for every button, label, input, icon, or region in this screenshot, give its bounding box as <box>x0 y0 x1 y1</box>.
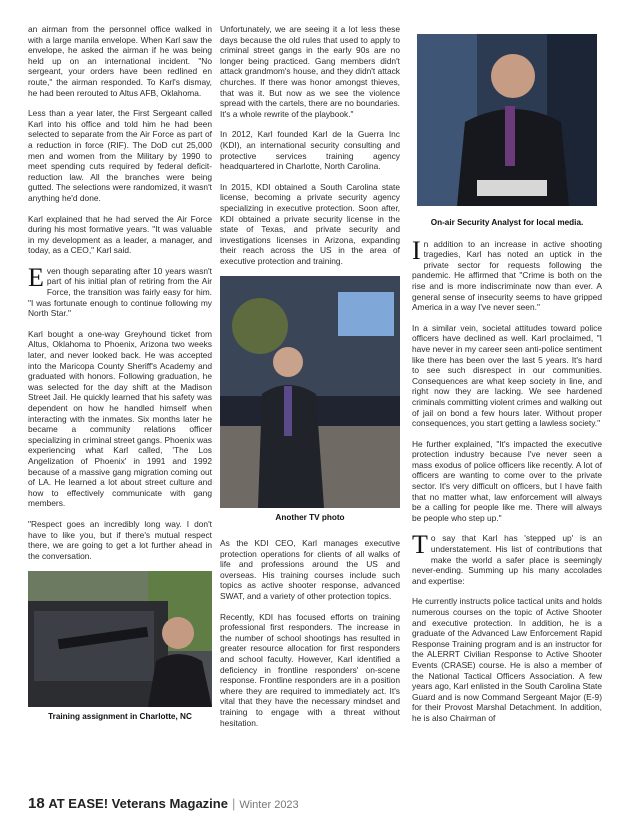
paragraph: an airman from the personnel office walked in with a large manila envelope. When Karl saw the envelope, he asked the airman if he was being held up on an international incident. "No sergeant, your orders have been redlined en route," the airman responded. To Karl's dismay, he had been rerouted to Altus AFB, Oklahoma. <box>28 24 212 98</box>
paragraph-dropcap <box>412 530 602 586</box>
magazine-title: AT EASE! Veterans Magazine <box>48 796 228 811</box>
paragraph: "Respect goes an incredibly long way. I don't have to like you, but if there's mutual respect there, we are going to get a lot further ahead in the conversation. <box>28 518 212 561</box>
paragraph-text: n addition to an increase in active shooting tragedies, Karl has noted an uptick in the private sector for requests following the pandemic. He affirmed that "Crime is both on the rise and is more indiscriminate now than ever. A general sense of insecurity seems to have gripped America in a way I've never seen." <box>412 238 602 313</box>
paragraph: Recently, KDI has focused efforts on training professional first responders. The increase in the number of school shootings has resulted in greater resource allocation for first responders and school faculty. However, Karl identified a deficiency in frontline responders' on-scene response. Frontline responders are in a position where they are required to immediately act. It's vital that they have the necessary mindset and training to engage with a threat without hesitation. <box>220 611 400 728</box>
article-column-2 <box>220 24 400 738</box>
paragraph: Unfortunately, we are seeing it a lot less these days because the old rules that used to apply to criminal street gangs in the early 90s are no longer being practiced. Gang members didn't attack grandmom's house, and they didn't attack churches. If there was honor amongst thieves, that was it. But now as we see the violence spread with the cartels, there are no boundaries. It's a whole rewrite of the playbook." <box>220 24 400 119</box>
photo-caption: Another TV photo <box>275 513 345 523</box>
drop-cap: T <box>412 530 428 560</box>
issue-label: Winter 2023 <box>239 799 299 811</box>
drop-cap: E <box>28 262 44 292</box>
page-number: 18 <box>28 795 45 812</box>
drop-cap: I <box>412 235 421 265</box>
paragraph: Karl explained that he had served the Air Force during his most formative years. "It was valuable in my development as a leader, a manager, and today, as a CEO," Karl said. <box>28 213 212 256</box>
paragraph: He further explained, "It's impacted the executive protection industry because I've never seen a mass exodus of police officers like recently. A lot of officers are wanting to come over to the private sector. It's very difficult on officers, but I have faith that no matter what, law enforcement will always be a calling for people like me. There will always be people who step up." <box>412 438 602 523</box>
paragraph: In 2012, Karl founded Karl de la Guerra Inc (KDI), an international security consulting and protective services training agency headquartered in Charlotte, North Carolina. <box>220 129 400 172</box>
on-air-photo <box>417 34 597 206</box>
article-column-3 <box>412 34 602 734</box>
paragraph: He currently instructs police tactical units and holds numerous courses on the topic of Active Shooter and executive protection. In addition, he is a graduate of the Advanced Law Enforcement Rapid Response Training program and is an instructor for the ALERRT Civilian Response to Active Shooter Events (CRASE) course. He is also a member of the National Tactical Officers Association. A few years ago, Karl enlisted in the South Carolina State Guard and is now Command Sergeant Major (E-9) for their Provost Marshal Detachment. In addition, he is also Chairman of <box>412 596 602 723</box>
paragraph-dropcap <box>412 235 602 313</box>
paragraph-dropcap <box>28 262 212 319</box>
training-photo-image <box>28 571 212 707</box>
paragraph-text: ven though separating after 10 years wasn't part of his initial plan of retiring from the Air Force, the transition was fairly easy for him. "I was fortunate enough to continue following my North Star." <box>28 265 212 319</box>
footer-separator: | <box>231 796 236 811</box>
paragraph: In a similar vein, societal attitudes toward police officers have declined as well. Karl proclaimed, "I have never in my career seen anti-police sentiment like there has been over the last 5 years. It's hard to see such disrespect in our communities. Consequences are what keep society in line, and right now they are lacking. We see hardened criminals committing violent crimes and walking out of jail on bond a few hours later. Without proper consequences, you start getting a lawless society." <box>412 322 602 429</box>
tv-photo-image <box>220 276 400 508</box>
page-footer <box>28 795 299 812</box>
on-air-photo-image <box>417 34 597 206</box>
photo-caption: On-air Security Analyst for local media. <box>430 218 584 227</box>
article-column-1 <box>28 24 212 733</box>
paragraph: Karl bought a one-way Greyhound ticket from Altus, Oklahoma to Phoenix, Arizona two weeks later, and never looked back. He was accepted into the Maricopa County Sheriff's Academy and graduated with honors. Following graduation, he was selected for the day shift at the Madison Street Jail. He quickly learned that his safety was dependent on how he handled himself when interacting with the inmates. Six months later he became a community relations officer specializing in criminal street gangs. Phoenix was experiencing what Karl called, 'The Los Angelization of Phoenix' in 1991 and 1992 because of a massive gang migration coming out of LA. He learned a lot about street culture and how to effectively communicate with gang members. <box>28 328 212 509</box>
photo-caption: Training assignment in Charlotte, NC <box>48 712 192 722</box>
training-photo <box>28 571 212 707</box>
paragraph-text: o say that Karl has 'stepped up' is an understatement. His list of contributions that make the world a safer place is seemingly never-ending. Summing up his many accolades and expertise: <box>412 533 602 586</box>
tv-photo <box>220 276 400 508</box>
paragraph: In 2015, KDI obtained a South Carolina state license, becoming a private security agency specializing in executive protection. Soon after, KDI obtained a private security license in the state of Texas, and private security and investigations licenses in Arizona, expanding their reach across the US in the area of executive protection and training. <box>220 181 400 266</box>
paragraph: As the KDI CEO, Karl manages executive protection operations for clients of all walks of life and professions around the US and overseas. His training courses include such topics as active shooter response, advanced SWAT, and a variety of other protection topics. <box>220 538 400 602</box>
paragraph: Less than a year later, the First Sergeant called Karl into his office and told him he had been selected to separate from the Air Force as part of a reduction in force (RIF). The DoD cut 25,000 men and women from the Military by 1990 to meet spending cuts required by federal deficit-reduction law. All the branches were being gutted. The selections were randomized, it wasn't anything he'd done. <box>28 108 212 203</box>
